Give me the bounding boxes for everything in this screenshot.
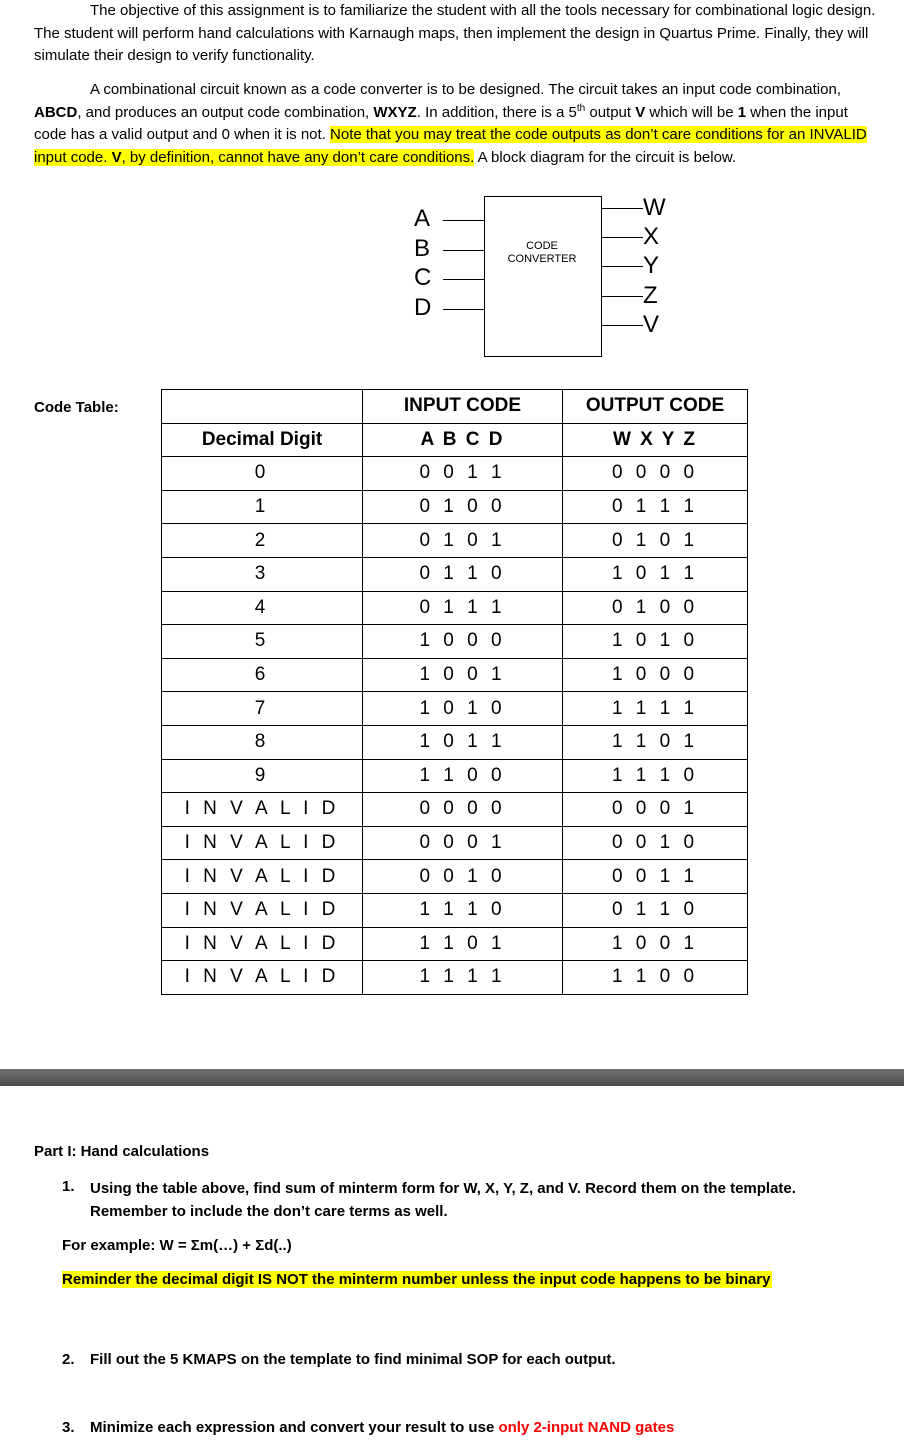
table-row xyxy=(162,927,748,961)
output-code-cell: 1 0 1 0 xyxy=(563,625,748,659)
table-row xyxy=(162,893,748,927)
output-code-cell: 0 0 1 1 xyxy=(563,860,748,894)
decimal-digit-cell: 4 xyxy=(162,591,363,625)
p2-highlight-v: V xyxy=(111,148,122,166)
table-row xyxy=(162,524,748,558)
output-code-cell: 1 1 1 1 xyxy=(563,692,748,726)
input-a-label: A xyxy=(414,205,431,232)
input-code-cell: 1 1 0 1 xyxy=(363,927,563,961)
input-code-cell: 0 1 0 1 xyxy=(363,524,563,558)
item1-line2: Remember to include the don’t care terms as well. xyxy=(90,1202,448,1220)
decimal-digit-cell: 0 xyxy=(162,457,363,491)
output-w-wire xyxy=(601,208,643,209)
item1-number: 1. xyxy=(62,1178,75,1195)
header-output-code: OUTPUT CODE xyxy=(563,390,748,424)
table-row xyxy=(162,793,748,827)
code-converter-label xyxy=(483,240,601,266)
table-row xyxy=(162,457,748,491)
p2-highlight-v-wrap xyxy=(112,149,475,166)
decimal-digit-cell: 6 xyxy=(162,658,363,692)
output-code-cell: 0 0 0 1 xyxy=(563,793,748,827)
output-w-label: W xyxy=(643,194,666,221)
table-row xyxy=(162,557,748,591)
output-code-cell: 1 0 0 0 xyxy=(563,658,748,692)
box-label-line2: CONVERTER xyxy=(507,253,577,265)
item1-text xyxy=(90,1178,880,1223)
example-formula: For example: W = Σm(…) + Σd(..) xyxy=(62,1237,292,1254)
item3-number: 3. xyxy=(62,1419,75,1436)
part1-heading: Part I: Hand calculations xyxy=(34,1143,210,1160)
code-converter-box xyxy=(484,196,602,357)
input-code-cell: 1 0 0 0 xyxy=(363,625,563,659)
p2-text-c: , and produces an output code combination, xyxy=(77,103,374,121)
p2-one: 1 xyxy=(737,103,747,121)
output-v-label: V xyxy=(643,311,660,338)
output-v-wire xyxy=(601,325,643,326)
item1-line1: Using the table above, find sum of minterm form for W, X, Y, Z, and V. Record them on the template. xyxy=(90,1180,796,1197)
intro-paragraph-description xyxy=(34,79,880,169)
decimal-digit-cell: 3 xyxy=(162,557,363,591)
table-row xyxy=(162,826,748,860)
p2-v: V xyxy=(635,103,646,121)
decimal-digit-cell: 1 xyxy=(162,490,363,524)
col-abcd: A B C D xyxy=(363,423,563,457)
col-wxyz: W X Y Z xyxy=(563,423,748,457)
decimal-digit-cell: I N V A L I D xyxy=(162,961,363,995)
decimal-digit-cell: I N V A L I D xyxy=(162,927,363,961)
decimal-digit-cell: 2 xyxy=(162,524,363,558)
decimal-digit-cell: 5 xyxy=(162,625,363,659)
output-y-label: Y xyxy=(643,252,660,279)
output-code-cell: 1 1 0 1 xyxy=(563,725,748,759)
header-blank xyxy=(162,390,363,424)
p2-text-k: A block diagram for the circuit is below. xyxy=(474,148,737,166)
output-code-cell: 1 1 1 0 xyxy=(563,759,748,793)
table-subheader-row xyxy=(162,423,748,457)
decimal-digit-cell: I N V A L I D xyxy=(162,860,363,894)
output-code-cell: 0 1 0 1 xyxy=(563,524,748,558)
table-row xyxy=(162,961,748,995)
table-row xyxy=(162,658,748,692)
table-row xyxy=(162,692,748,726)
output-z-wire xyxy=(601,296,643,297)
item2-text: Fill out the 5 KMAPS on the template to find minimal SOP for each output. xyxy=(90,1351,616,1368)
table-row xyxy=(162,490,748,524)
output-code-cell: 0 1 1 1 xyxy=(563,490,748,524)
table-row xyxy=(162,625,748,659)
input-code-cell: 0 0 1 0 xyxy=(363,860,563,894)
input-code-cell: 0 0 1 1 xyxy=(363,457,563,491)
input-b-label: B xyxy=(414,235,431,262)
input-c-wire xyxy=(443,279,484,280)
output-code-cell: 1 0 0 1 xyxy=(563,927,748,961)
page-break-bar xyxy=(0,1069,904,1086)
input-code-cell: 0 1 1 1 xyxy=(363,591,563,625)
input-code-cell: 0 0 0 0 xyxy=(363,793,563,827)
intro-paragraph-objective: The objective of this assignment is to familiarize the student with all the tools necessary for combinational logic design. The student will perform hand calculations with Karnaugh maps, then implement the design in Quartus Prime. Finally, they will simulate their design to verify functionality. xyxy=(34,2,876,64)
table-row xyxy=(162,860,748,894)
table-header-row xyxy=(162,390,748,424)
item3-text-a: Minimize each expression and convert your result to use xyxy=(90,1419,499,1436)
input-c-label: C xyxy=(414,264,432,291)
output-code-cell: 1 1 0 0 xyxy=(563,961,748,995)
p2-text-a: A combinational circuit known as a code converter is to be designed. The circuit takes an input code combination, xyxy=(90,81,841,98)
header-input-code: INPUT CODE xyxy=(363,390,563,424)
decimal-digit-cell: 7 xyxy=(162,692,363,726)
p2-text-e: . In addition, there is a 5 xyxy=(416,103,577,121)
col-decimal-digit: Decimal Digit xyxy=(162,423,363,457)
output-z-label: Z xyxy=(643,282,658,309)
p2-superscript: th xyxy=(576,102,586,114)
p2-text-j: when the input code has a valid output and 0 when it is not. xyxy=(34,103,848,143)
output-code-cell: 1 0 1 1 xyxy=(563,557,748,591)
p2-wxyz: WXYZ xyxy=(373,103,417,121)
input-code-cell: 1 1 0 0 xyxy=(363,759,563,793)
code-table-label: Code Table: xyxy=(34,399,119,416)
input-d-wire xyxy=(443,309,484,310)
p2-highlight-dont-care: Note that you may treat the code outputs as don’t care conditions for an INVALID input code. xyxy=(34,126,867,166)
input-code-cell: 1 0 1 0 xyxy=(363,692,563,726)
output-x-wire xyxy=(601,237,643,238)
input-code-cell: 1 1 1 0 xyxy=(363,893,563,927)
input-a-wire xyxy=(443,220,484,221)
table-row xyxy=(162,591,748,625)
decimal-digit-cell: I N V A L I D xyxy=(162,893,363,927)
p2-highlight-v-rule: , by definition, cannot have any don’t care conditions. xyxy=(121,148,475,166)
input-d-label: D xyxy=(414,294,432,321)
p2-text-h: which will be xyxy=(645,103,738,121)
output-y-wire xyxy=(601,266,643,267)
table-row xyxy=(162,759,748,793)
input-code-cell: 0 1 1 0 xyxy=(363,557,563,591)
item2-number: 2. xyxy=(62,1351,75,1368)
input-code-cell: 0 1 0 0 xyxy=(363,490,563,524)
decimal-digit-cell: I N V A L I D xyxy=(162,826,363,860)
input-code-cell: 0 0 0 1 xyxy=(363,826,563,860)
output-code-cell: 0 1 1 0 xyxy=(563,893,748,927)
output-code-cell: 0 0 1 0 xyxy=(563,826,748,860)
input-code-cell: 1 0 1 1 xyxy=(363,725,563,759)
output-code-cell: 0 1 0 0 xyxy=(563,591,748,625)
p2-text-f: output xyxy=(585,103,636,121)
output-x-label: X xyxy=(643,223,660,250)
table-row xyxy=(162,725,748,759)
input-code-cell: 1 0 0 1 xyxy=(363,658,563,692)
input-b-wire xyxy=(443,250,484,251)
box-label-line1: CODE xyxy=(526,240,558,252)
decimal-digit-cell: 9 xyxy=(162,759,363,793)
p2-abcd: ABCD xyxy=(34,103,78,121)
decimal-digit-cell: 8 xyxy=(162,725,363,759)
input-code-cell: 1 1 1 1 xyxy=(363,961,563,995)
reminder-highlight: Reminder the decimal digit IS NOT the minterm number unless the input code happens to be binary xyxy=(62,1271,771,1288)
item3-nand-emphasis: only 2-input NAND gates xyxy=(498,1419,675,1436)
output-code-cell: 0 0 0 0 xyxy=(563,457,748,491)
code-table xyxy=(161,389,748,995)
item3-text xyxy=(90,1419,674,1436)
decimal-digit-cell: I N V A L I D xyxy=(162,793,363,827)
